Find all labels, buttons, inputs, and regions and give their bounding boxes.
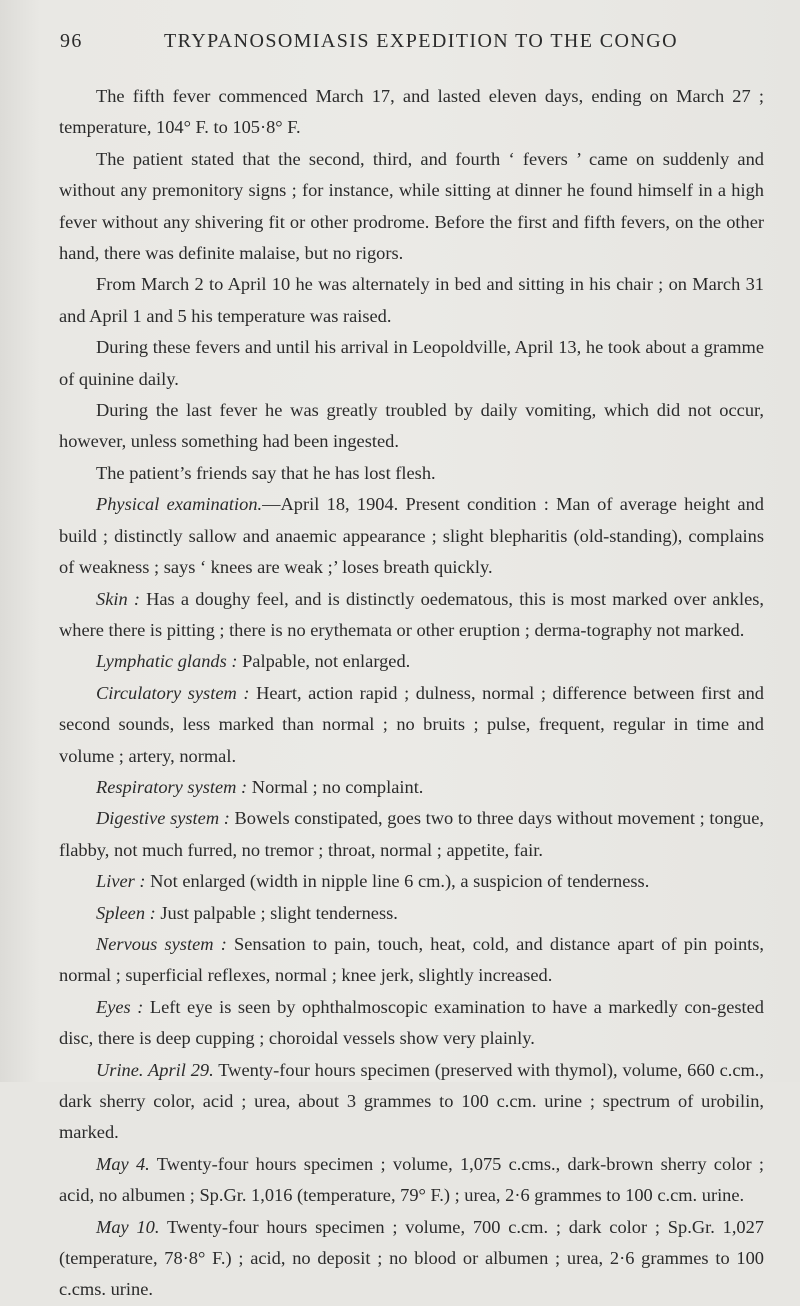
section-label: Skin : xyxy=(96,588,140,609)
paragraph: Circulatory system : Heart, action rapid ; dulness, normal ; difference between first and second sounds, less marked than normal ; no bruits ; pulse, frequent, regular in time and volume ; artery, normal. xyxy=(59,682,764,766)
paragraph: The patient’s friends say that he has lost flesh. xyxy=(96,462,436,483)
paragraph: Skin : Has a doughy feel, and is distinctly oedematous, this is most marked over ankles, where there is pitting ; there is no erythemata or other eruption ; derma-tography not marked. xyxy=(59,588,764,640)
paragraph: From March 2 to April 10 he was alternately in bed and sitting in his chair ; on March 31 and April 1 and 5 his temperature was raised. xyxy=(59,274,764,326)
paragraph: The patient stated that the second, third, and fourth ‘ fevers ’ came on suddenly and without any premonitory signs ; for instance, while sitting at dinner he found himself in a high fever without any shivering fit or other prodrome. Before the first and fifth fevers, on the other hand, there was definite malaise, but no rigors. xyxy=(59,148,764,264)
paragraph: Physical examination.—April 18, 1904. Present condition : Man of average height and build ; distinctly sallow and anaemic appearance ; slight blepharitis (old-standing), complains of weakness ; says ‘ knees are weak ;’ loses breath quickly. xyxy=(59,494,764,578)
paragraph: May 10. Twenty-four hours specimen ; volume, 700 c.cm. ; dark color ; Sp.Gr. 1,027 (temperature, 78·8° F.) ; acid, no deposit ; no blood or albumen ; urea, 2·6 grammes to 100 c.cms. urine. xyxy=(59,1216,765,1300)
paragraph: During the last fever he was greatly troubled by daily vomiting, which did not occur, however, unless something had been ingested. xyxy=(59,400,764,452)
section-label: Circulatory system : xyxy=(96,682,250,703)
paragraph: Digestive system : Bowels constipated, goes two to three days without movement ; tongue, flabby, not much furred, no tremor ; throat, normal ; appetite, fair. xyxy=(59,808,764,860)
section-label: Spleen : xyxy=(96,902,156,923)
section-label: Urine. April 29. xyxy=(96,1059,214,1080)
paragraph: May 4. Twenty-four hours specimen ; volume, 1,075 c.cms., dark-brown sherry color ; acid, no albumen ; Sp.Gr. 1,016 (temperature, 79° F.) ; urea, 2·6 grammes to 100 c.cm. urine. xyxy=(59,1153,764,1206)
page-header xyxy=(60,30,760,60)
section-label: Lymphatic glands : xyxy=(96,651,238,672)
paragraph: Respiratory system : Normal ; no complaint. xyxy=(96,776,424,797)
paragraph: Lymphatic glands : Palpable, not enlarged. xyxy=(96,651,411,672)
section-label: Digestive system : xyxy=(96,808,230,829)
section-label: Nervous system : xyxy=(96,933,227,954)
paragraph: Nervous system : Sensation to pain, touch, heat, cold, and distance apart of pin points, normal ; superficial reflexes, normal ; knee jerk, slightly increased. xyxy=(59,933,764,986)
section-label: Liver : xyxy=(96,871,146,892)
paragraph: During these fevers and until his arrival in Leopoldville, April 13, he took about a gramme of quinine daily. xyxy=(59,337,764,389)
running-head: TRYPANOSOMIASIS EXPEDITION TO THE CONGO xyxy=(164,30,678,52)
section-label: Physical examination. xyxy=(96,494,263,515)
paragraph: The fifth fever commenced March 17, and lasted eleven days, ending on March 27 ; temperature, 104° F. to 105·8° F. xyxy=(59,86,764,138)
section-label: May 10. xyxy=(96,1216,160,1237)
section-label: Eyes : xyxy=(96,996,144,1017)
section-label: Respiratory system : xyxy=(96,776,248,797)
section-label: May 4. xyxy=(96,1153,150,1174)
paragraph: Spleen : Just palpable ; slight tenderness. xyxy=(96,902,398,923)
paragraph: Liver : Not enlarged (width in nipple line 6 cm.), a suspicion of tenderness. xyxy=(96,871,650,892)
page-number: 96 xyxy=(60,30,83,52)
body-text xyxy=(59,81,764,1306)
paragraph: Eyes : Left eye is seen by ophthalmoscopic examination to have a markedly con-gested disc, there is deep cupping ; choroidal vessels show very plainly. xyxy=(59,996,764,1049)
paragraph: Urine. April 29. Twenty-four hours specimen (preserved with thymol), volume, 660 c.cm., dark sherry color, acid ; urea, about 3 grammes to 100 c.cm. urine ; spectrum of urobilin, marked. xyxy=(59,1059,765,1143)
